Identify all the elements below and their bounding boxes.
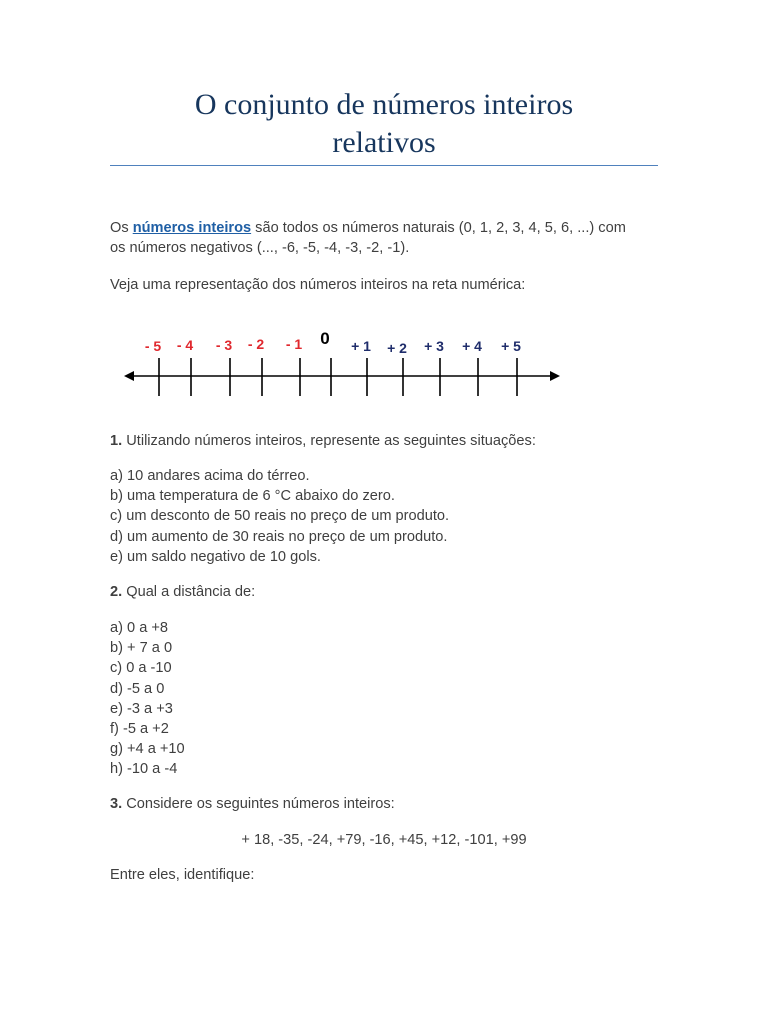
list-item: f) -5 a +2 [110,721,169,738]
question-1-heading [110,431,658,451]
number-line-label: + 2 [387,340,407,356]
title-line-1: O conjunto de números inteiros [194,88,574,121]
list-item: g) +4 a +10 [110,741,185,758]
number-line-label: + 3 [424,338,444,354]
number-line-label: - 1 [285,336,303,352]
intro-prefix: Os [110,220,133,236]
number-line-label: - 4 [176,337,194,353]
intro-line2: os números negativos (..., -6, -5, -4, -3, -2, -1). [110,240,410,257]
question-3-followup: Entre eles, identifique: [110,867,255,883]
arrow-left-icon [124,371,134,381]
list-item: c) 0 a -10 [110,660,172,677]
page-title [110,86,658,162]
number-line-label: - 3 [215,337,233,353]
number-line-label: + 1 [351,338,371,354]
list-item: b) + 7 a 0 [110,640,173,657]
list-item: h) -10 a -4 [110,761,178,778]
number-line-label: + 4 [462,338,482,354]
title-underline [110,165,658,166]
arrow-right-icon [550,371,560,381]
question-1-number: 1. [110,433,123,449]
list-item: a) 0 a +8 [110,620,169,636]
number-line-label: 0 [320,329,330,348]
question-1-items [110,466,658,567]
list-item: d) um aumento de 30 reais no preço de um produto. [110,528,448,545]
number-line-label: + 5 [501,338,521,354]
number-line-figure [120,324,570,404]
list-item: d) -5 a 0 [110,680,165,697]
list-item: b) uma temperatura de 6 °C abaixo do zero. [110,488,395,505]
list-item: c) um desconto de 50 reais no preço de um produto. [110,508,450,525]
question-3-heading [110,794,658,814]
question-2-items [110,618,658,780]
question-3-text: Considere os seguintes números inteiros: [122,796,395,812]
question-1-text: Utilizando números inteiros, represente as seguintes situações: [122,433,536,449]
question-3-numbers: + 18, -35, -24, +79, -16, +45, +12, -101, +99 [241,832,527,848]
list-item: a) 10 andares acima do térreo. [110,468,310,484]
question-2-heading [110,582,658,602]
question-2-text: Qual a distância de: [122,584,256,600]
title-line-2: relativos [332,126,436,159]
question-2-number: 2. [110,584,123,600]
intro-paragraph [110,218,658,258]
intro-line1-rest: são todos os números naturais (0, 1, 2, 3, 4, 5, 6, ...) com [251,220,626,236]
question-3-number: 3. [110,796,123,812]
list-item: e) -3 a +3 [110,700,173,717]
veja-paragraph: Veja uma representação dos números inteiros na reta numérica: [110,277,526,293]
number-line-label: - 2 [247,336,265,352]
numeros-inteiros-link[interactable]: números inteiros [132,220,252,236]
number-line-label: - 5 [144,338,162,354]
list-item: e) um saldo negativo de 10 gols. [110,548,321,565]
